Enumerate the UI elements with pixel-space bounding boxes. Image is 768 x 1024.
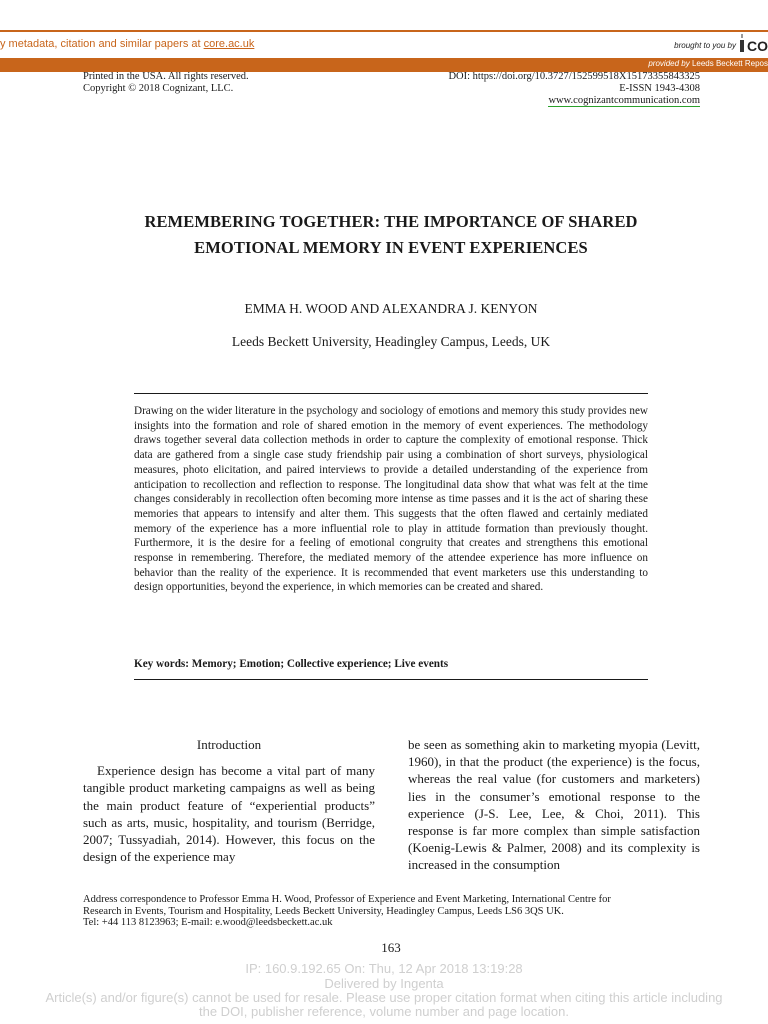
journal-header-right [448,71,700,107]
provided-by-label: provided by [648,59,690,68]
paper-authors: EMMA H. WOOD AND ALEXANDRA J. KENYON [244,301,538,316]
watermark-citation-line: the DOI, publisher reference, volume number and page location. [199,1004,569,1019]
abstract-text: Drawing on the wider literature in the psychology and sociology of emotions and memory this study provides new insights into the formation and role of shared emotion in the memory of event experiences. The methodology draws together several data collection methods in order to capture the complexity of emotional response. Thick data are gathered from a single case study friendship pair using a combination of short surveys, physiological measures, photo elicitation, and paired interviews to provide a detailed understanding of the experience from anticipation to recollection and reflection to response. The longitudinal data show that what was felt at the time changes considerably in recollection often becoming more intense as time passes and it is the act of sharing these memories that appears to intensify and alter them. This suggests that the often flawed and certainly mediated memory of the experience has a more influential role to play in attitude formation than previously thought. Furthermore, it is the desire for a feeling of emotional congruity that creates and strengthens this emotional response in remembering. Therefore, the mediated memory of the attendee experience has more influence on behavior than the reality of the experience. It is recommended that event marketers use this understanding to design opportunities, beyond the experience, in which memories can be created and shared. [134,405,648,594]
footnote-line-2: Research in Events, Tourism and Hospitality, Leeds Beckett University, Headingley Campus, Leeds LS6 3QS UK. [83,905,564,917]
footnote-line-1: Address correspondence to Professor Emma H. Wood, Professor of Experience and Event Marketing, International Centre for [83,894,611,905]
author-affiliation: Leeds Beckett University, Headingley Campus, Leeds, UK [231,334,551,349]
doi-line: DOI: https://doi.org/10.3727/152599518X15173355843325 [448,71,700,82]
rights-line: Printed in the USA. All rights reserved. [83,71,249,82]
brought-to-you-text: brought to you by [674,41,736,50]
core-banner-prefix: y metadata, citation and similar papers at [0,38,204,50]
core-link[interactable]: core.ac.uk [203,38,255,50]
left-column [83,736,375,865]
title-line-1: REMEMBERING TOGETHER: THE IMPORTANCE OF SHARED [144,212,638,231]
watermark-delivered-line: Delivered by Ingenta [324,976,444,991]
abstract-top-rule [134,393,648,394]
abstract-bottom-rule [134,679,648,680]
watermark-ip-line: IP: 160.9.192.65 On: Thu, 12 Apr 2018 13:19:28 [245,961,523,976]
core-provided-text [648,58,768,70]
core-banner-text [0,38,254,50]
footnote-line-3: Tel: +44 113 8123963; E-mail: e.wood@leedsbeckett.ac.uk [83,917,333,929]
keywords: Key words: Memory; Emotion; Collective experience; Live events [134,658,449,670]
eissn-line: E-ISSN 1943-4308 [619,83,700,94]
watermark-resale-line: Article(s) and/or figure(s) cannot be used for resale. Please use proper citation format when citing this article including [45,990,723,1005]
page-number: 163 [381,940,401,955]
correspondence-footnote [83,894,703,929]
journal-header-left [83,71,249,95]
paper-title [80,209,702,261]
introduction-heading: Introduction [196,737,262,752]
provided-source[interactable]: Leeds Beckett Repos [691,59,768,68]
core-logo-text: CO [747,38,768,54]
core-logo-icon[interactable] [738,32,768,56]
intro-paragraph-left: Experience design has become a vital part of many tangible product marketing campaigns as well as being the main product feature of “experiential products” such as arts, music, hospitality, and tourism (Berridge, 2007; Tussyadiah, 2014). However, this focus on the design of the experience may [83,763,375,865]
publisher-url-link[interactable]: www.cognizantcommunication.com [548,95,700,106]
title-line-2: EMOTIONAL MEMORY IN EVENT EXPERIENCES [194,238,588,257]
copyright-line: Copyright © 2018 Cognizant, LLC. [83,83,234,94]
right-column: be seen as something akin to marketing myopia (Levitt, 1960), in that the product (the experience) is the focus, whereas the real value (for customers and marketers) lies in the consumer’s emotional response to the experience (J-S. Lee, Lee, & Choi, 2011). This response is far more complex than simple satisfaction (Koenig-Lewis & Palmer, 2008) and its complexity is increased in the consumption [408,737,700,873]
